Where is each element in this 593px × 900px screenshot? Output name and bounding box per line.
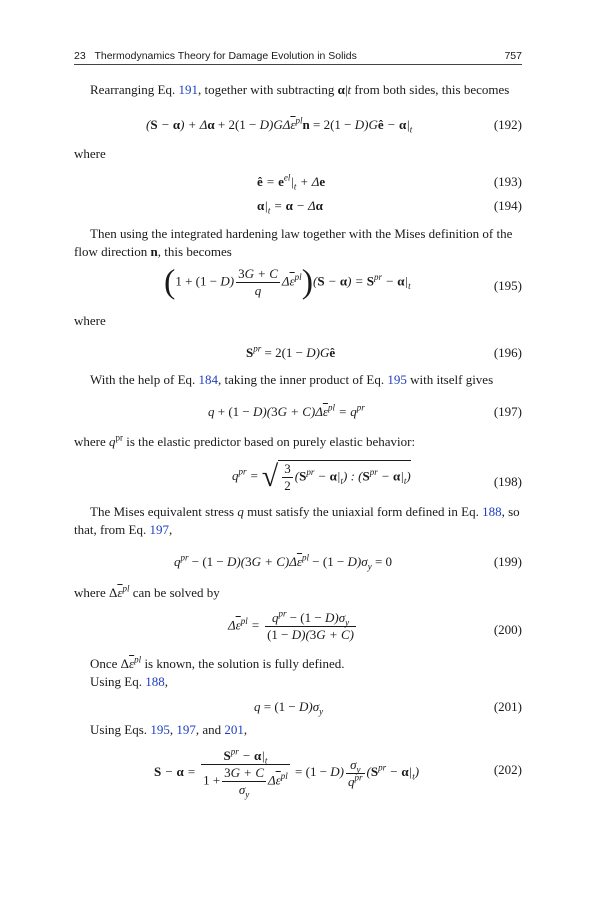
eq-link[interactable]: 188 [145,674,165,689]
equation-196: $S^{pr} = 2(1$ − D)Gê (196) [246,343,522,360]
paragraph-4: where [74,313,106,328]
equation-199: $q^{pr} - (1 - D)(3G + C)\Delta\overline{\varepsilon}^{pl} - (1 - D)\sigma_y = 0$ (199) [174,552,522,572]
paragraph-2: where [74,146,106,161]
running-header [74,47,522,65]
paragraph-3: Then using the integrated hardening law together with the Mises definition of the flow direction n, this becomes [74,226,513,259]
equation-198: $q^{pr}$ = √ $\frac{3}{2}$ $(S^{pr} - \alpha|_t)$ : $(S^{pr} - \alpha|_t)$ (198) [232,460,522,493]
equation-195: (1 + (1 − D) $\frac{3G + C}{q}$ $\Delta\overline{\varepsilon}^{pl})(S - \alpha) = S^{pr} - \alpha|_t$ (195) [164,263,522,301]
paragraph-7: The Mises equivalent stress q must satisfy the uniaxial form defined in Eq. 188, so that, from Eq. 197, [74,504,520,537]
paragraph-8: where $\Delta\overline{\varepsilon}^{pl}$ can be solved by [74,583,220,600]
paragraph-10: Using Eq. 188, [90,674,168,689]
equation-194: $\alpha|_t = \alpha - \Delta\alpha$ (194) [257,198,522,216]
equation-193: ê = $e^{el}|_t + \Delta e$ (193) [257,172,522,192]
eq-link[interactable]: 197 [176,722,196,737]
eq-link[interactable]: 188 [482,504,502,519]
equation-200: $\Delta\overline{\varepsilon}^{pl}$ = $\frac{q^{pr} - (1 - D)\sigma_y}{(1 - D)(3G + C)}$ (200) [228,608,522,642]
eq-link[interactable]: 201 [224,722,244,737]
equation-202: S − α = $S^{pr} - \alpha|_t$ 1 + $\frac{3G + C}{\sigma_y}$ $\Delta\overline{\varepsilon}^{pl}$ = (1 − D) $\frac{\sigma_y}{q^{pr}}$ $(S^{pr} - \alpha|_t)$ (202) [154,746,522,800]
paragraph-9: Once $\Delta\overline{\varepsilon}^{pl}$ is known, the solution is fully defined. [90,654,345,671]
paragraph-11: Using Eqs. 195, 197, and 201, [90,722,248,737]
eq-link[interactable]: 195 [387,372,407,387]
eq-link[interactable]: 197 [149,522,169,537]
page-number: 757 [504,50,522,62]
header-title: 23 Thermodynamics Theory for Damage Evolution in Solids [74,50,357,62]
paragraph-1: Rearranging Eq. 191, together with subtracting α|t from both sides, this becomes [90,82,510,97]
equation-197: $q + (1 - D)(3G + C)\Delta\overline{\varepsilon}^{pl} = q^{pr}$ (197) [208,402,522,419]
eq-link[interactable]: 184 [198,372,219,387]
paragraph-5: With the help of Eq. 184, taking the inner product of Eq. 195 with itself gives [90,372,494,387]
paragraph-6: where $q^{pr}$ is the elastic predictor based on purely elastic behavior: [74,432,416,449]
header-rule [74,64,522,65]
eq-link[interactable]: 191 [178,82,198,97]
eq-link[interactable]: 195 [150,722,170,737]
equation-192: $(S - \alpha) + \Delta\alpha + 2(1 - D)G\Delta\overline{\varepsilon}^{pl}n = 2(1$ − D)Gê − $\alpha|_t$ (192) [146,115,522,135]
equation-201: $q = (1 - D)\sigma_y$ (201) [254,699,522,717]
